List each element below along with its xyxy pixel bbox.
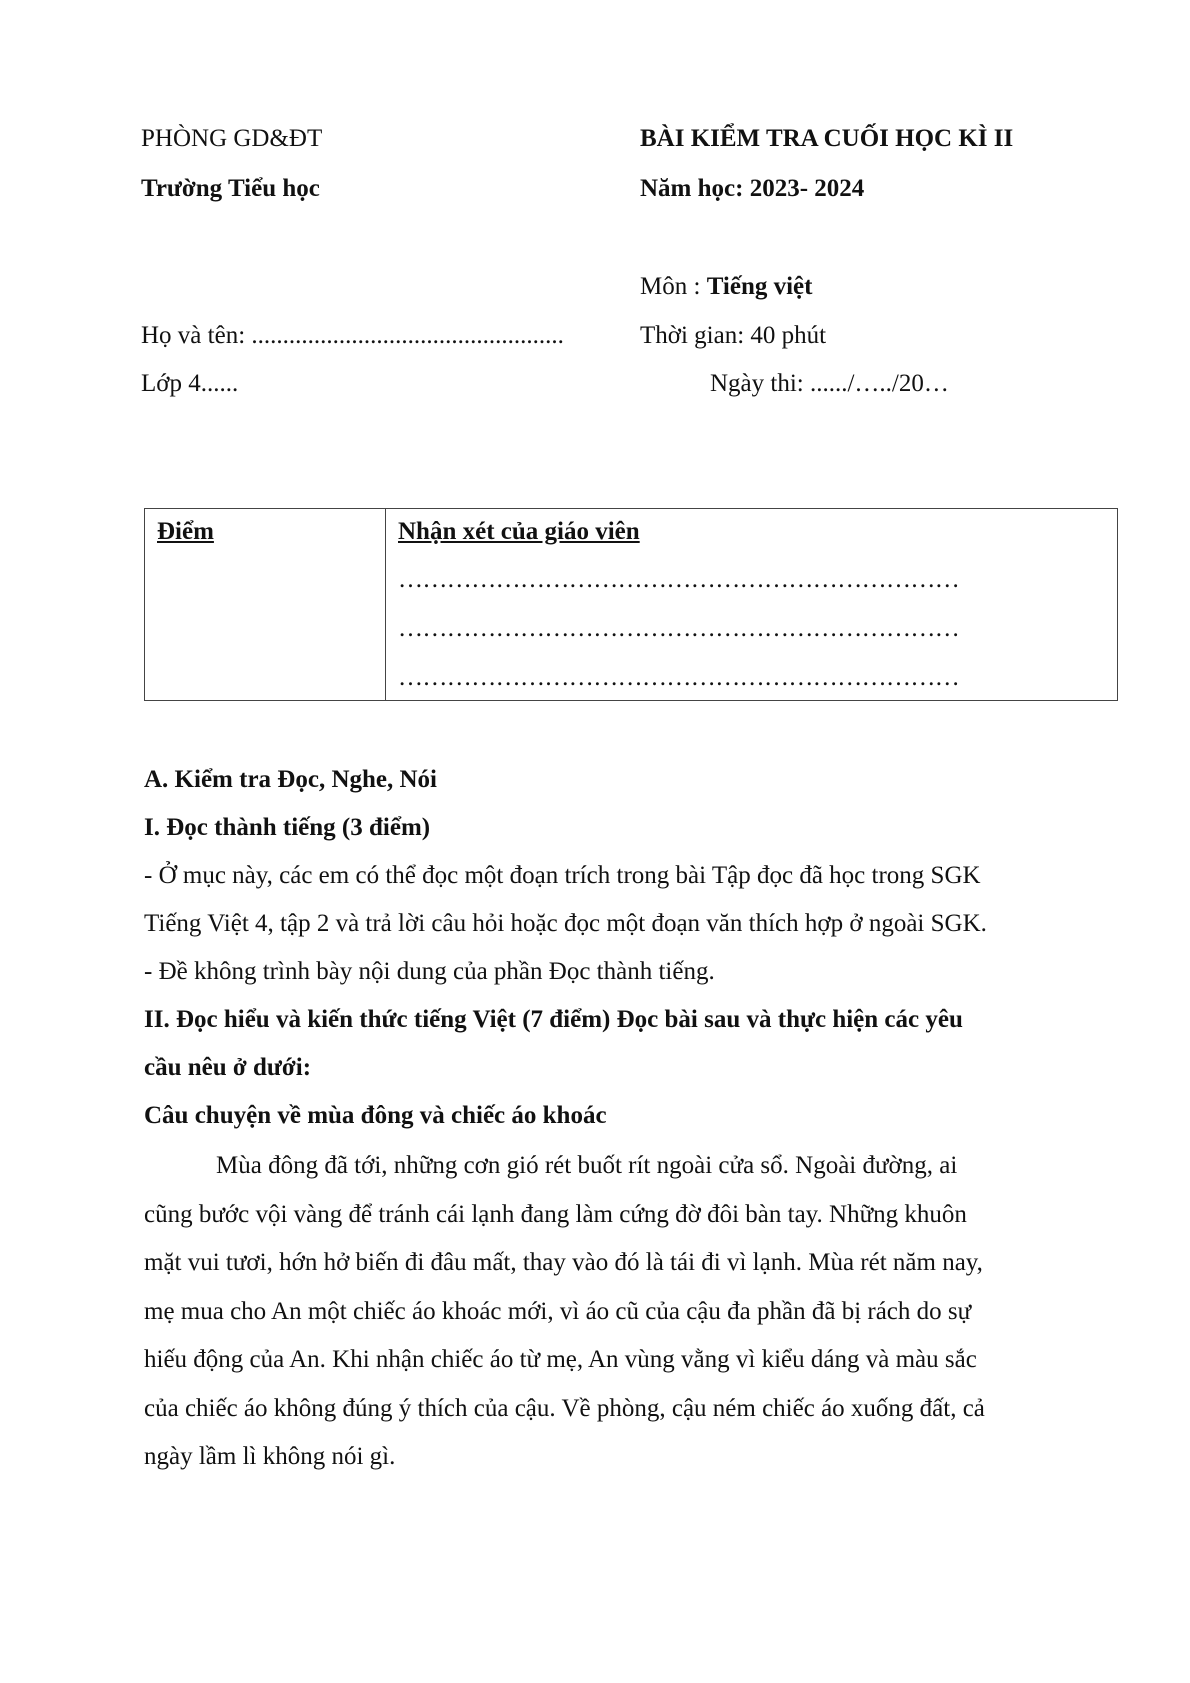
part2-title-cont: cầu nêu ở dưới: (144, 1054, 312, 1081)
story-title: Câu chuyện về mùa đông và chiếc áo khoác (144, 1102, 607, 1129)
comment-dot-line: …………………………………………………………… (398, 664, 960, 691)
story-line: mặt vui tươi, hớn hở biến đi đâu mất, thay vào đó là tái đi vì lạnh. Mùa rét năm nay, (144, 1249, 983, 1276)
exam-title: BÀI KIỂM TRA CUỐI HỌC KÌ II (640, 125, 1014, 152)
comment-header: Nhận xét của giáo viên (398, 518, 640, 545)
section-a-title: A. Kiểm tra Đọc, Nghe, Nói (144, 766, 437, 793)
story-line: Mùa đông đã tới, những cơn gió rét buốt rít ngoài cửa sổ. Ngoài đường, ai (216, 1152, 958, 1179)
story-body (144, 1142, 1104, 1482)
school-label: Trường Tiểu học (141, 175, 320, 202)
part2-title: II. Đọc hiểu và kiến thức tiếng Việt (7 điểm) Đọc bài sau và thực hiện các yêu (144, 1006, 963, 1033)
comment-dot-line: …………………………………………………………… (398, 615, 960, 642)
story-line: cũng bước vội vàng để tránh cái lạnh đang làm cứng đờ đôi bàn tay. Những khuôn (144, 1200, 967, 1228)
part1-text-line: Tiếng Việt 4, tập 2 và trả lời câu hỏi hoặc đọc một đoạn văn thích hợp ở ngoài SGK. (144, 910, 987, 937)
story-line: của chiếc áo không đúng ý thích của cậu. Về phòng, cậu ném chiếc áo xuống đất, cả (144, 1394, 985, 1422)
part1-title: I. Đọc thành tiếng (3 điểm) (144, 814, 431, 841)
exam-date-field[interactable]: Ngày thi: ....../…../20… (710, 370, 949, 397)
student-name-field[interactable]: Họ và tên: .................................................. (141, 322, 564, 349)
score-cell[interactable] (145, 509, 386, 700)
comment-dot-line: …………………………………………………………… (398, 566, 960, 593)
department-label: PHÒNG GD&ĐT (141, 125, 323, 152)
score-header: Điểm (157, 518, 214, 545)
school-year: Năm học: 2023- 2024 (640, 175, 865, 202)
subject-line (640, 272, 812, 302)
subject-label: Môn : (640, 273, 707, 300)
story-line: ngày lầm lì không nói gì. (144, 1443, 396, 1470)
time-line: Thời gian: 40 phút (640, 322, 827, 349)
score-comment-table (144, 508, 1118, 701)
section-a (144, 756, 1104, 1140)
story-line: hiếu động của An. Khi nhận chiếc áo từ mẹ, An vùng vằng vì kiểu dáng và màu sắc (144, 1346, 977, 1373)
class-field[interactable]: Lớp 4...... (141, 370, 239, 397)
story-line: mẹ mua cho An một chiếc áo khoác mới, vì áo cũ của cậu đa phần đã bị rách do sự (144, 1297, 972, 1325)
teacher-comment-cell[interactable] (386, 509, 1117, 700)
part1-text-line: - Đề không trình bày nội dung của phần Đọc thành tiếng. (144, 958, 715, 985)
part1-text-line: - Ở mục này, các em có thể đọc một đoạn trích trong bài Tập đọc đã học trong SGK (144, 862, 981, 889)
subject-value: Tiếng việt (706, 273, 813, 300)
